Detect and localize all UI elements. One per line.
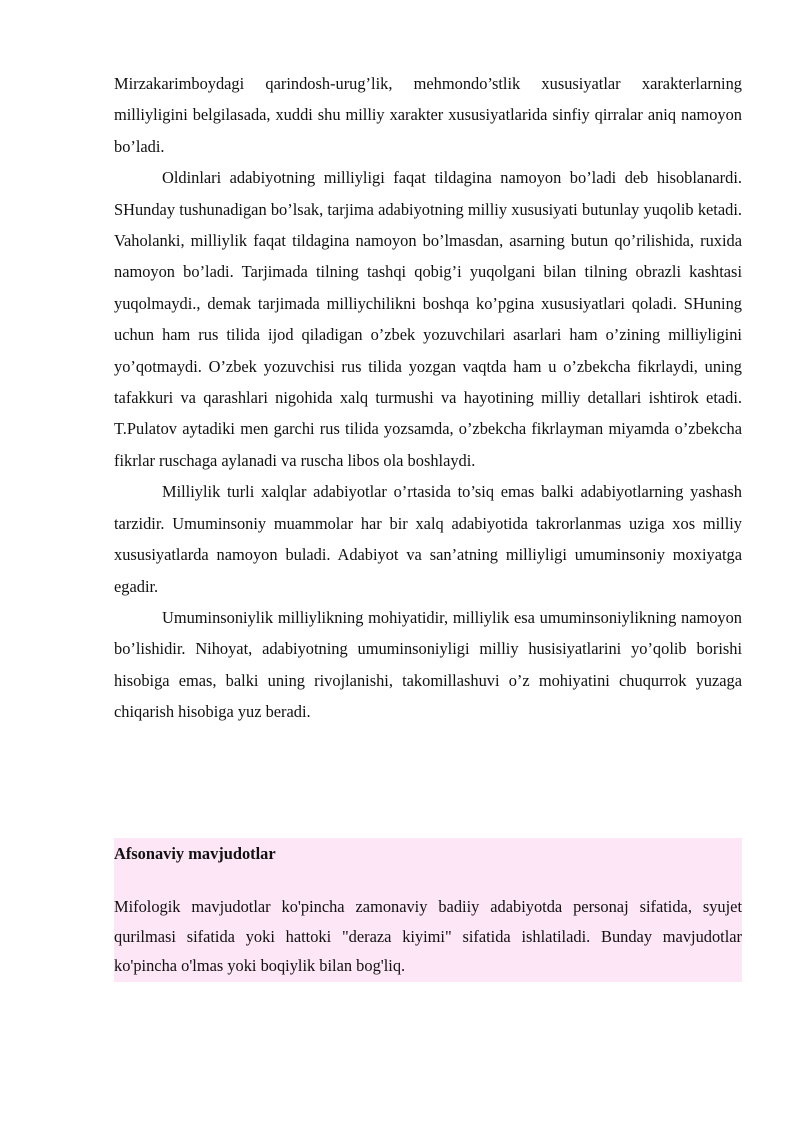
paragraph-2: Oldinlari adabiyotning milliyligi faqat tildagina namoyon bo’ladi deb hisoblanardi. SHunday tushunadigan bo’lsak, tarjima adabiyotning milliy xususiyati butunlay yuqolib ketadi. Vaholanki, milliylik faqat tildagina namoyon bo’lmasdan, asarning butun qo’rilishida, ruxida namoyon bo’ladi. Tarjimada tilning tashqi qobig’i yuqolgani bilan tilning obrazli kashtasi yuqolmaydi., demak tarjimada milliychilikni boshqa ko’pgina xususiyatlari qoladi. SHuning uchun ham rus tilida ijod qiladigan o’zbek yozuvchilari asarlari ham o’zining milliyligini yo’qotmaydi. O’zbek yozuvchisi rus tilida yozgan vaqtda ham u o’zbekcha fikrlaydi, uning tafakkuri va qarashlari nigohida xalq turmushi va hayotining milliy detallari ishtirok etadi. T.Pulatov aytadiki men garchi rus tilida yozsamda, o’zbekcha fikrlayman miyamda o’zbekcha fikrlar ruschaga aylanadi va ruscha libos ola boshlaydi. — [114, 168, 742, 470]
document-body — [114, 68, 742, 728]
highlight-paragraph: Mifologik mavjudotlar ko'pincha zamonaviy badiiy adabiyotda personaj sifatida, syujet qurilmasi sifatida yoki hattoki "deraza kiyimi" sifatida ishlatiladi. Bunday mavjudotlar ko'pincha o'lmas yoki boqiylik bilan bog'liq. — [114, 897, 742, 975]
paragraph-3: Milliylik turli xalqlar adabiyotlar o’rtasida to’siq emas balki adabiyotlarning yashash tarzidir. Umuminsoniy muammolar har bir xalq adabiyotida takrorlanmas uziga xos milliy xususiyatlarda namoyon buladi. Adabiyot va san’atning milliyligi umuminsoniy moxiyatga egadir. — [114, 482, 742, 596]
paragraph-4: Umuminsoniylik milliylikning mohiyatidir, milliylik esa umuminsoniylikning namoyon bo’lishidir. Nihoyat, adabiyotning umuminsoniyligi milliy husisiyatlarini yo’qolib borishi hisobiga emas, balki uning rivojlanishi, takomillashuvi o’z mohiyatini chuqurrok yuzaga chiqarish hisobiga yuz beradi. — [114, 607, 742, 722]
paragraph-1: Mirzakarimboydagi qarindosh-urug’lik, mehmondo’stlik xususiyatlar xarakterlarning milliyligini belgilasada, xuddi shu milliy xarakter xususiyatlarida sinfiy qirralar aniq namoyon bo’ladi. — [114, 74, 742, 156]
section-heading: Afsonaviy mavjudotlar — [114, 844, 276, 863]
